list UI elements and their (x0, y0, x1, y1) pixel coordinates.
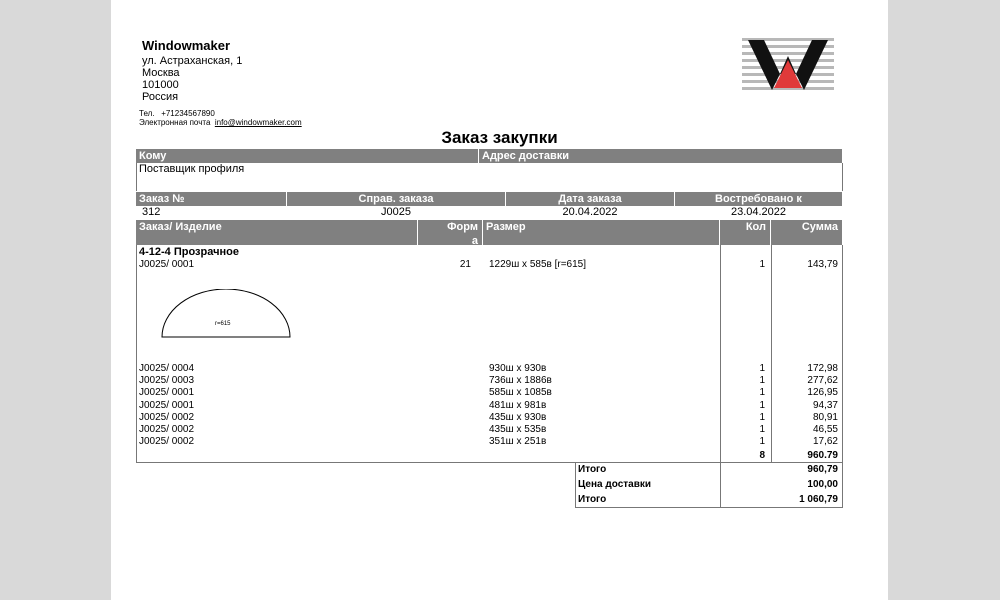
item-qty: 1 (759, 424, 765, 435)
address-city: Москва (142, 67, 180, 79)
to-value: Поставщик профиля (139, 163, 245, 175)
company-name: Windowmaker (142, 38, 231, 53)
item-code: J0025/ 0001 (139, 399, 195, 411)
item-sum: 126,95 (807, 387, 838, 399)
address-street: ул. Астраханская, 1 (142, 55, 243, 67)
item-qty: 1 (759, 436, 765, 448)
item-qty: 1 (759, 375, 765, 387)
first-item-sum: 143,79 (807, 259, 838, 270)
address-country: Россия (142, 91, 179, 103)
form-column-header (418, 220, 482, 245)
order-number-value: 312 (142, 206, 161, 218)
subtotal-qty: 8 (759, 450, 765, 461)
required-by-value: 23.04.2022 (730, 206, 787, 218)
phone-value: +71234567890 (161, 109, 215, 118)
form-header-line1: Форм (447, 221, 478, 233)
item-sum: 80,91 (812, 411, 838, 423)
first-item-code: J0025/ 0001 (139, 259, 195, 270)
item-sum: 277,62 (807, 375, 838, 387)
item-qty: 1 (759, 363, 765, 374)
arch-shape-drawing (161, 289, 291, 339)
item-code: J0025/ 0001 (139, 387, 195, 399)
shape-radius-label: r=615 (215, 321, 231, 327)
item-qty: 1 (759, 411, 765, 423)
email-line (139, 118, 302, 127)
total-label: Итого (578, 464, 607, 475)
order-date-header: Дата заказа (506, 192, 674, 206)
item-column-header: Заказ/ Изделие (136, 220, 417, 245)
phone-label: Тел. (139, 109, 155, 118)
grand-total-value: 1 060,79 (799, 494, 838, 505)
required-by-header: Востребовано к (675, 192, 842, 206)
delivery-price-label: Цена доставки (578, 479, 652, 490)
order-number-header: Заказ № (136, 192, 286, 206)
order-date-value: 20.04.2022 (562, 206, 618, 218)
windowmaker-logo (742, 38, 834, 90)
email-label: Электронная почта (139, 118, 211, 127)
to-header: Кому (136, 149, 478, 163)
first-item-form: 21 (459, 259, 471, 270)
phone-line (139, 109, 215, 118)
item-code: J0025/ 0004 (139, 363, 195, 374)
item-sum: 172,98 (807, 363, 838, 374)
delivery-price-value: 100,00 (807, 479, 838, 490)
order-ref-header: Справ. заказа (287, 192, 505, 206)
qty-column-header: Кол (720, 220, 770, 245)
item-qty: 1 (759, 387, 765, 399)
document-title: Заказ закупки (441, 128, 558, 147)
order-ref-value: J0025 (381, 206, 411, 218)
grand-total-label: Итого (578, 494, 607, 505)
item-size: 585ш х 1085в (489, 387, 552, 399)
item-code: J0025/ 0002 (139, 436, 195, 448)
total-value: 960,79 (807, 464, 838, 475)
item-sum: 17,62 (812, 436, 838, 448)
item-code: J0025/ 0002 (139, 411, 195, 423)
form-header-line2: а (471, 235, 478, 247)
delivery-header: Адрес доставки (479, 149, 842, 163)
item-size: 435ш х 535в (489, 424, 547, 435)
sum-column-header: Сумма (771, 220, 842, 245)
item-code: J0025/ 0002 (139, 424, 195, 435)
address-postcode: 101000 (142, 79, 179, 91)
subtotal-sum: 960.79 (807, 450, 838, 461)
size-column-header: Размер (483, 220, 719, 245)
email-link[interactable]: info@windowmaker.com (214, 118, 302, 127)
item-size: 481ш х 981в (489, 399, 547, 411)
group-name: 4-12-4 Прозрачное (139, 246, 239, 258)
item-sum: 94,37 (812, 399, 838, 411)
item-sum: 46,55 (812, 424, 838, 435)
item-size: 435ш х 930в (489, 411, 547, 423)
item-qty: 1 (759, 399, 765, 411)
document-page (111, 0, 888, 600)
company-address (142, 55, 242, 103)
first-item-qty: 1 (759, 259, 765, 270)
item-code: J0025/ 0003 (139, 375, 195, 387)
item-size: 930ш х 930в (489, 363, 547, 374)
item-size: 351ш х 251в (489, 436, 547, 448)
first-item-size: 1229ш х 585в [r=615] (489, 259, 587, 270)
item-size: 736ш х 1886в (489, 375, 552, 387)
